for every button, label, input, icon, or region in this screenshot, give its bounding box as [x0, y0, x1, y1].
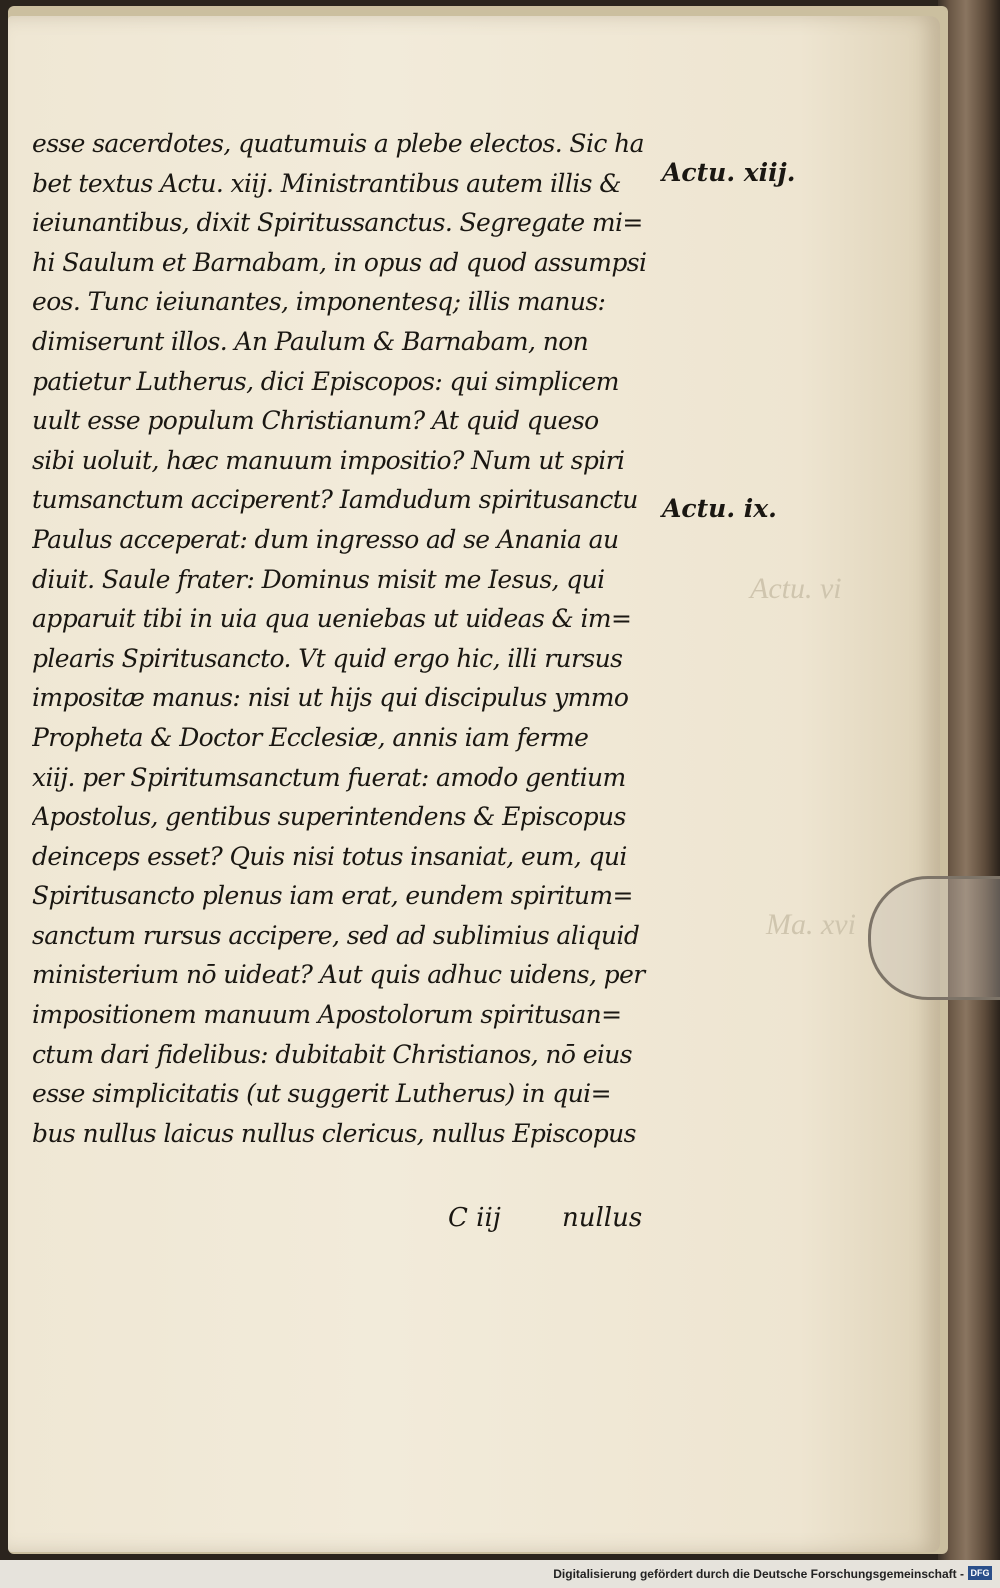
- page-clip: [868, 876, 1000, 1000]
- book-page: [8, 16, 940, 1552]
- text-line: ctum dari fidelibus: dubitabit Christianos, nō eius: [32, 1039, 633, 1069]
- text-line: uult esse populum Christianum? At quid queso: [32, 406, 599, 436]
- margin-note: Actu. ix.: [662, 494, 777, 523]
- text-line: plearis Spiritusancto. Vt quid ergo hic, illi rursus: [32, 643, 623, 673]
- footer-bar: [0, 1560, 1000, 1588]
- text-line: dimiserunt illos. An Paulum & Barnabam, non: [32, 326, 589, 356]
- text-line: impositionem manuum Apostolorum spiritusan=: [32, 1000, 622, 1030]
- show-through-text: Ma. xvi: [766, 908, 856, 941]
- footer-credit: Digitalisierung gefördert durch die Deutsche Forschungsgemeinschaft -: [553, 1567, 964, 1581]
- text-line: Propheta & Doctor Ecclesiæ, annis iam ferme: [32, 722, 589, 752]
- text-line: patietur Lutherus, dici Episcopos: qui simplicem: [32, 366, 619, 396]
- text-line: deinceps esset? Quis nisi totus insaniat, eum, qui: [32, 841, 627, 871]
- text-line: hi Saulum et Barnabam, in opus ad quod assumpsi: [32, 247, 647, 277]
- text-line: eos. Tunc ieiunantes, imponentesq; illis manus:: [32, 287, 606, 317]
- text-line: Spiritusancto plenus iam erat, eundem spiritum=: [32, 881, 633, 911]
- text-line: ieiunantibus, dixit Spiritussanctus. Segregate mi=: [32, 208, 643, 238]
- text-line: tumsanctum acciperent? Iamdudum spiritusanctu: [32, 485, 638, 515]
- text-line: bus nullus laicus nullus clericus, nullus Episcopus: [32, 1118, 636, 1148]
- text-line: sanctum rursus accipere, sed ad sublimius aliquid: [32, 920, 640, 950]
- show-through-text: Actu. vi: [750, 572, 842, 605]
- dfg-logo: DFG: [968, 1566, 992, 1580]
- text-line: esse sacerdotes, quatumuis a plebe electos. Sic ha: [32, 129, 644, 158]
- text-line: xiij. per Spiritumsanctum fuerat: amodo gentium: [32, 762, 626, 792]
- text-line: Apostolus, gentibus superintendens & Episcopus: [32, 802, 626, 832]
- page-stack: [8, 6, 948, 1554]
- signature-mark: C iij: [448, 1203, 501, 1233]
- text-line: sibi uoluit, hæc manuum impositio? Num ut spiri: [32, 445, 625, 475]
- text-line: esse simplicitatis (ut suggerit Lutherus) in qui=: [32, 1079, 611, 1109]
- text-line: ministerium nō uideat? Aut quis adhuc uidens, per: [32, 960, 645, 990]
- text-line: bet textus Actu. xiij. Ministrantibus autem illis &: [32, 168, 621, 198]
- text-line: Paulus acceperat: dum ingresso ad se Anania au: [32, 524, 619, 554]
- body-text: [32, 124, 672, 1153]
- text-line: apparuit tibi in uia qua ueniebas ut uideas & im=: [32, 604, 632, 634]
- text-line: diuit. Saule frater: Dominus misit me Iesus, qui: [32, 564, 605, 594]
- text-line: impositæ manus: nisi ut hijs qui discipulus ymmo: [32, 683, 629, 713]
- margin-note: Actu. xiij.: [662, 158, 796, 187]
- catchword: nullus: [562, 1203, 643, 1233]
